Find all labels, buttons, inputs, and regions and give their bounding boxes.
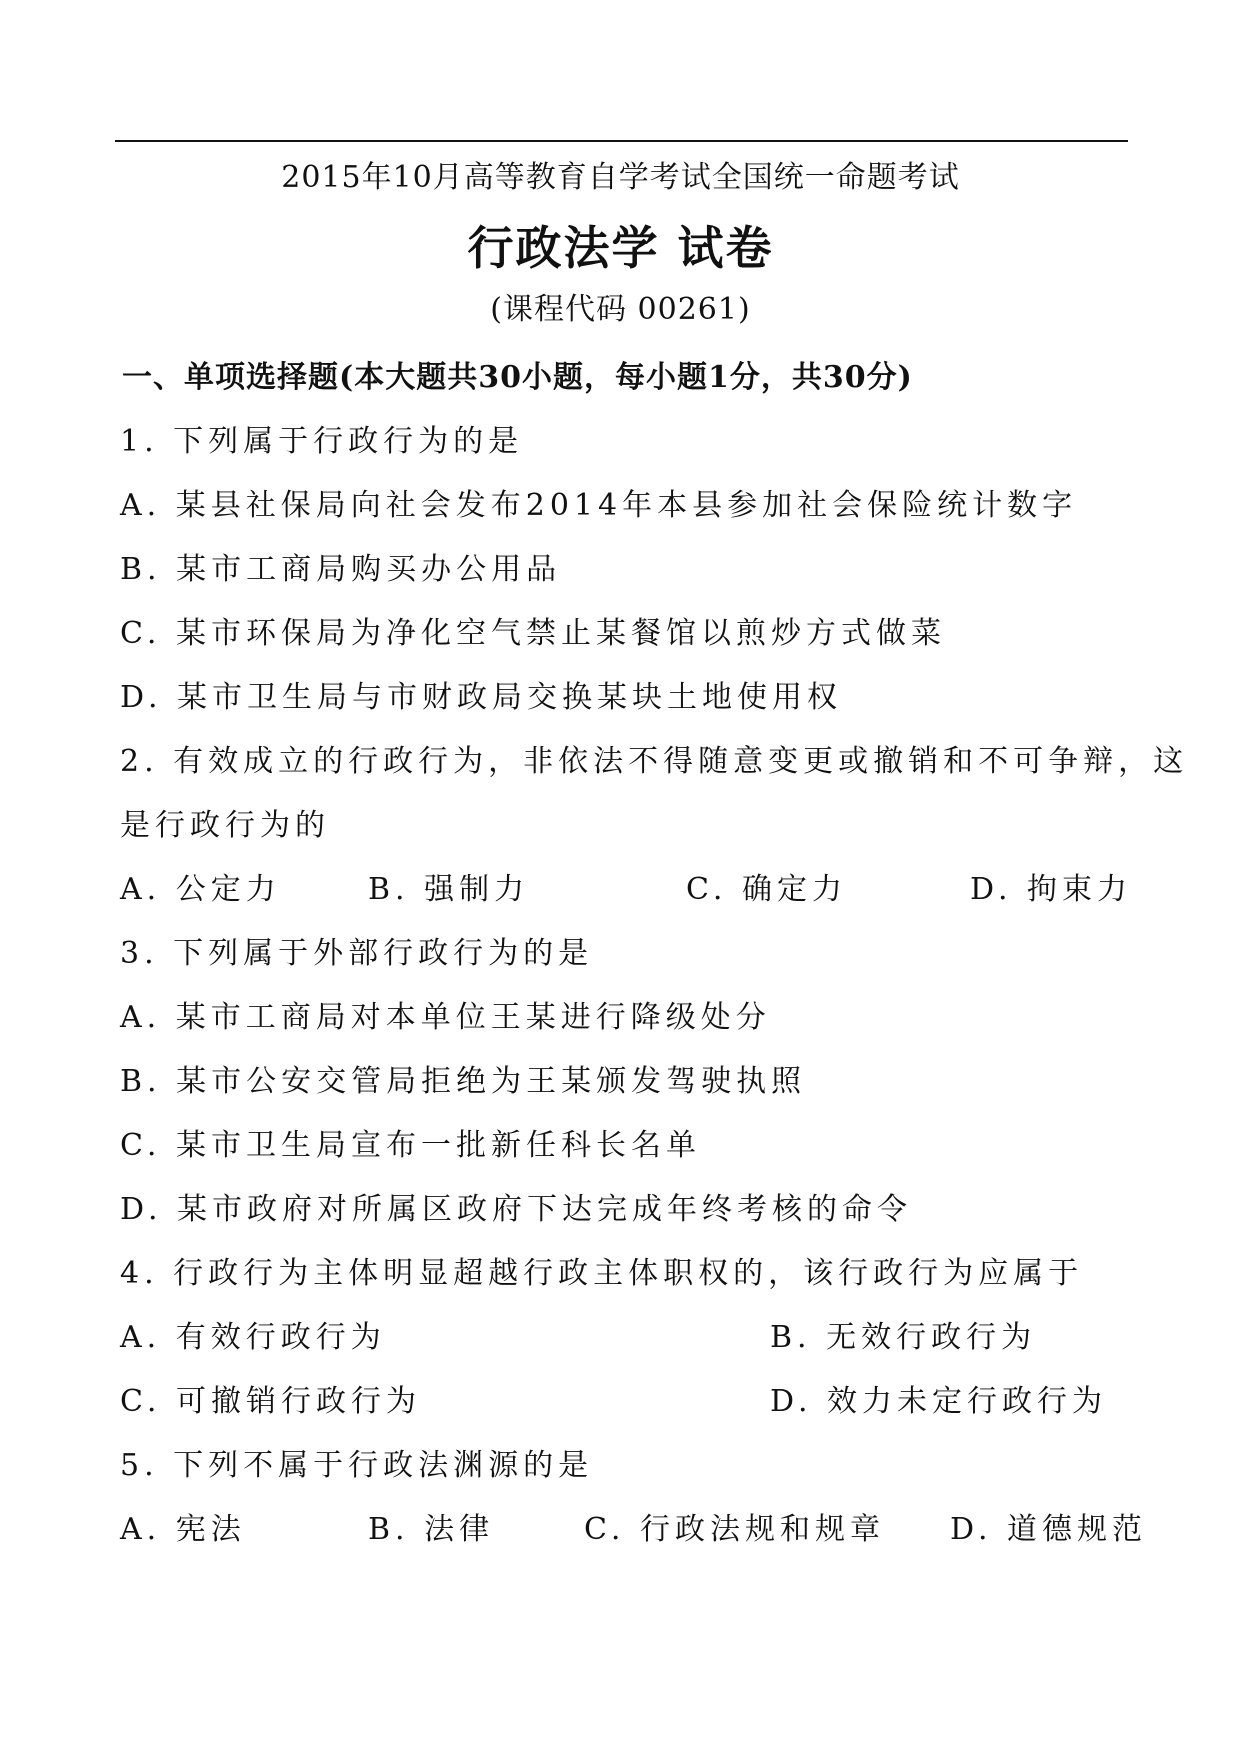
- question-1-option-b: B. 某市工商局购买办公用品: [120, 552, 562, 587]
- question-2-stem: 2. 有效成立的行政行为，非依法不得随意变更或撤销和不可争辩，这: [120, 744, 1189, 779]
- question-3-option-b: B. 某市公安交管局拒绝为王某颁发驾驶执照: [120, 1064, 807, 1099]
- question-5-option-c: C. 行政法规和规章: [584, 1512, 885, 1547]
- question-2-option-b: B. 强制力: [368, 872, 530, 907]
- question-3-option-d: D. 某市政府对所属区政府下达完成年终考核的命令: [120, 1192, 913, 1227]
- question-1-option-d: D. 某市卫生局与市财政局交换某块土地使用权: [120, 680, 843, 715]
- question-2-option-a: A. 公定力: [120, 872, 281, 907]
- question-4-stem: 4. 行政行为主体明显超越行政主体职权的，该行政行为应属于: [120, 1256, 1084, 1291]
- course-code: (课程代码 00261): [490, 292, 751, 327]
- question-5-option-a: A. 宪法: [120, 1512, 246, 1547]
- question-5-option-b: B. 法律: [368, 1512, 495, 1547]
- question-5-option-d: D. 道德规范: [950, 1512, 1148, 1547]
- question-5-stem: 5. 下列不属于行政法渊源的是: [120, 1448, 594, 1483]
- question-3-option-a: A. 某市工商局对本单位王某进行降级处分: [120, 1000, 771, 1035]
- question-4-option-d: D. 效力未定行政行为: [770, 1384, 1108, 1419]
- question-3-option-c: C. 某市卫生局宣布一批新任科长名单: [120, 1128, 701, 1163]
- question-4-option-a: A. 有效行政行为: [120, 1320, 386, 1355]
- page-title: 行政法学 试卷: [467, 221, 774, 275]
- question-4-option-b: B. 无效行政行为: [770, 1320, 1037, 1355]
- section-heading: 一、单项选择题(本大题共30小题，每小题1分，共30分): [122, 360, 913, 395]
- question-2-option-d: D. 拘束力: [970, 872, 1133, 907]
- question-1-option-c: C. 某市环保局为净化空气禁止某餐馆以煎炒方式做菜: [120, 616, 946, 651]
- question-1-stem: 1. 下列属于行政行为的是: [120, 424, 524, 459]
- top-rule: [115, 140, 1128, 142]
- question-1-option-a: A. 某县社保局向社会发布2014年本县参加社会保险统计数字: [120, 488, 1078, 523]
- question-2-option-c: C. 确定力: [686, 872, 847, 907]
- exam-line: 2015年10月高等教育自学考试全国统一命题考试: [281, 160, 960, 195]
- question-4-option-c: C. 可撤销行政行为: [120, 1384, 421, 1419]
- question-2-stem-continued: 是行政行为的: [120, 808, 330, 843]
- question-3-stem: 3. 下列属于外部行政行为的是: [120, 936, 594, 971]
